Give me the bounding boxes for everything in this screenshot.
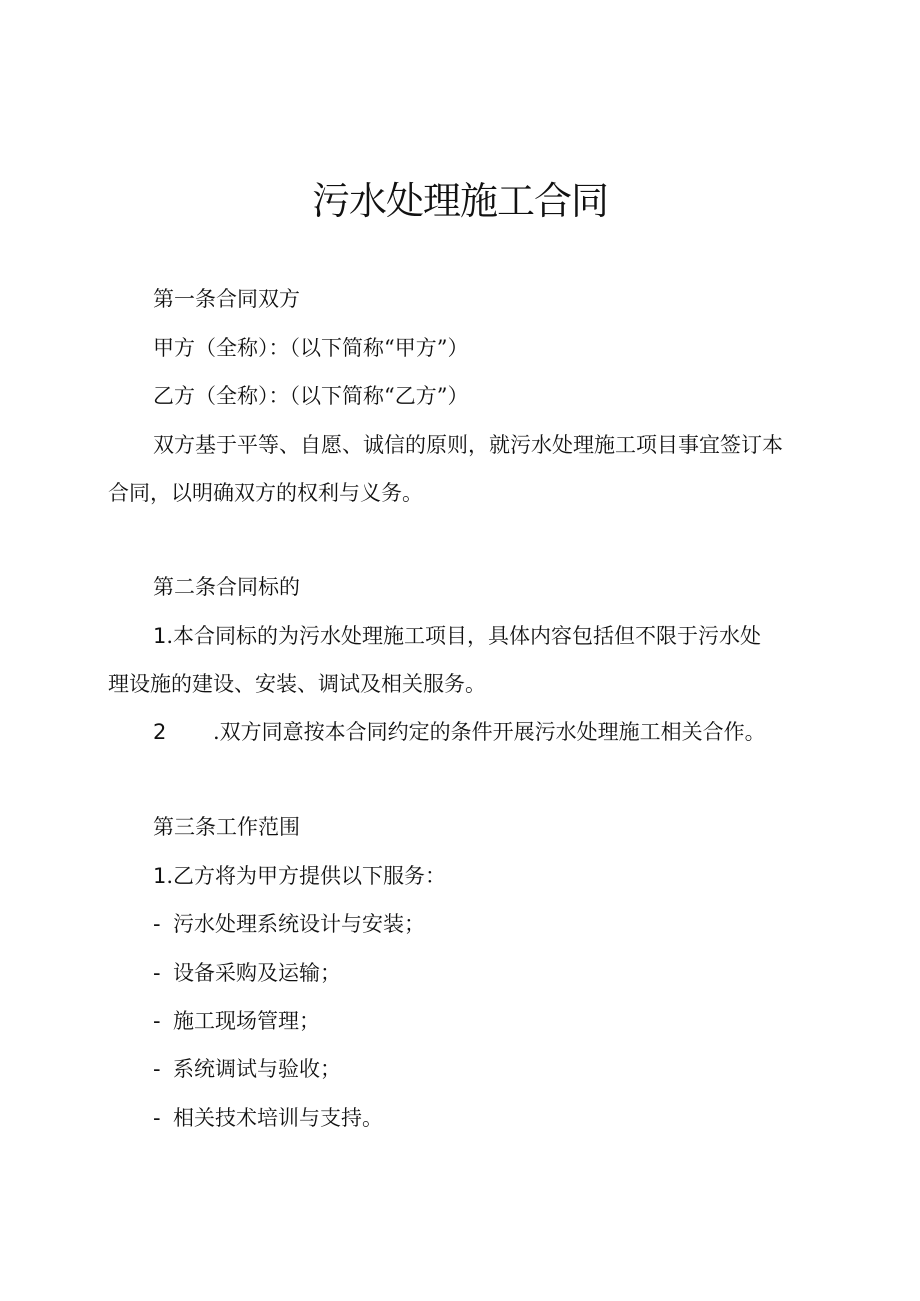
article3-item1-line	[153, 861, 446, 891]
article2-item1-number: 1	[153, 624, 167, 648]
party-b-line: 乙方（全称）：（以下简称“乙方”）	[153, 384, 469, 408]
bullet-text: 相关技术培训与支持。	[173, 1106, 383, 1130]
bullet-text: 污水处理系统设计与安装；	[173, 912, 425, 936]
bullet-dash: -	[153, 912, 161, 936]
article2-item2-text: .双方同意按本合同约定的条件开展污水处理施工相关合作。	[213, 720, 766, 744]
bullet-dash: -	[153, 1106, 161, 1130]
list-item	[153, 1103, 383, 1133]
party-a-line: 甲方（全称）：（以下简称“甲方”）	[153, 336, 469, 360]
article2-heading: 第二条合同标的	[153, 575, 300, 599]
contract-title: 污水处理施工合同	[311, 179, 608, 223]
bullet-dash: -	[153, 1057, 161, 1081]
bullet-dash: -	[153, 961, 161, 985]
list-item	[153, 958, 341, 988]
article1-paragraph-line1: 双方基于平等、自愿、诚信的原则，就污水处理施工项目事宜签订本	[153, 433, 783, 457]
article2-item2-line	[153, 717, 766, 747]
article2-item2-number: 2	[153, 720, 167, 744]
article2-item1-line2: 理设施的建设、安装、调试及相关服务。	[108, 672, 486, 696]
list-item	[153, 1006, 320, 1036]
bullet-text: 设备采购及运输；	[173, 961, 341, 985]
bullet-text: 施工现场管理；	[173, 1009, 320, 1033]
article1-heading: 第一条合同双方	[153, 287, 300, 311]
list-item	[153, 909, 425, 939]
article2-item1-text: .本合同标的为污水处理施工项目，具体内容包括但不限于污水处	[166, 624, 762, 648]
article2-item1-line1	[153, 621, 761, 651]
article3-item1-text: .乙方将为甲方提供以下服务：	[166, 864, 447, 888]
bullet-text: 系统调试与验收；	[173, 1057, 341, 1081]
bullet-dash: -	[153, 1009, 161, 1033]
list-item	[153, 1054, 341, 1084]
article3-item1-number: 1	[153, 864, 167, 888]
article1-paragraph-line2: 合同，以明确双方的权利与义务。	[108, 481, 423, 505]
article3-heading: 第三条工作范围	[153, 815, 300, 839]
